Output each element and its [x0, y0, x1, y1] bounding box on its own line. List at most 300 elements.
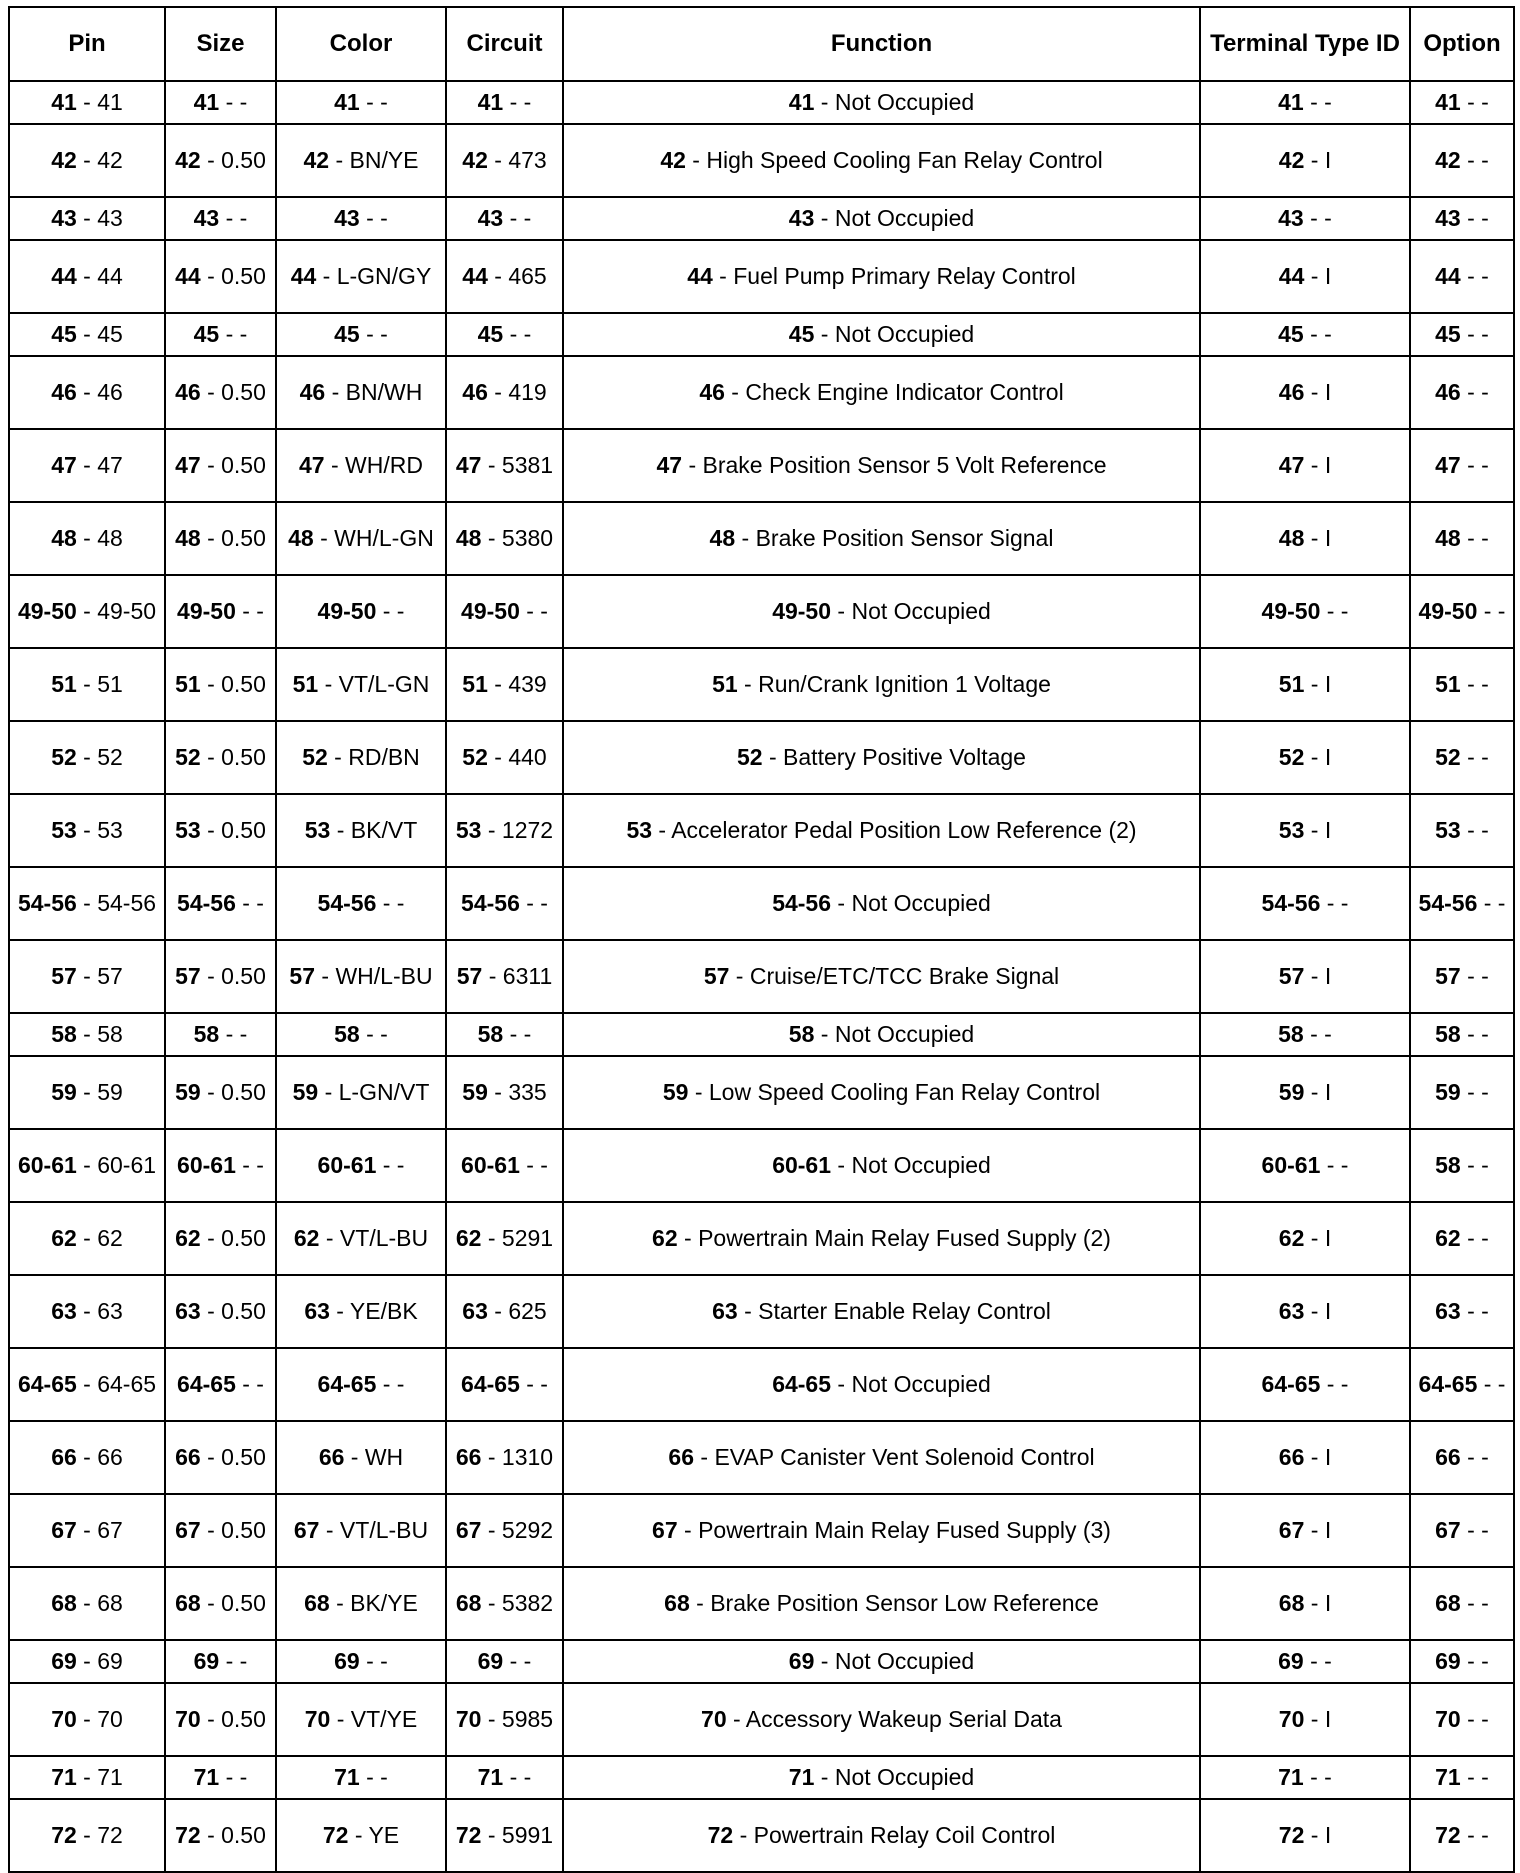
cell-function — [563, 1421, 1200, 1494]
cell-function-number: 67 — [652, 1517, 678, 1543]
cell-circuit — [446, 429, 563, 502]
cell-function-number: 48 — [709, 525, 736, 551]
cell-color-value: - - — [359, 1764, 388, 1790]
cell-color-number: 69 — [334, 1648, 360, 1674]
cell-pin — [9, 502, 165, 575]
cell-option-number: 44 — [1435, 263, 1461, 289]
cell-size-number: 66 — [175, 1444, 201, 1470]
table-row — [9, 81, 1514, 124]
cell-terminal-value: - I — [1304, 671, 1332, 697]
cell-terminal-number: 41 — [1278, 89, 1304, 115]
cell-terminal — [1200, 429, 1410, 502]
table-row — [9, 197, 1514, 240]
cell-color-number: 41 — [334, 89, 360, 115]
cell-size-value: - 0.50 — [200, 1590, 266, 1616]
cell-size — [165, 1799, 276, 1872]
cell-function — [563, 81, 1200, 124]
cell-size-number: 51 — [175, 671, 201, 697]
cell-circuit — [446, 648, 563, 721]
cell-size-value: - - — [235, 890, 264, 916]
cell-function — [563, 1348, 1200, 1421]
cell-color — [276, 1799, 446, 1872]
cell-option — [1410, 502, 1514, 575]
cell-function — [563, 502, 1200, 575]
cell-option-number: 58 — [1435, 1152, 1461, 1178]
cell-pin-number: 54-56 — [17, 890, 77, 916]
cell-terminal-number: 64-65 — [1261, 1371, 1321, 1397]
cell-color-number: 43 — [334, 205, 360, 231]
cell-option-number: 71 — [1435, 1764, 1461, 1790]
cell-terminal — [1200, 1421, 1410, 1494]
cell-terminal — [1200, 240, 1410, 313]
cell-pin-value: - 54-56 — [76, 890, 157, 916]
cell-function-number: 71 — [788, 1764, 815, 1790]
cell-size-value: - 0.50 — [200, 452, 266, 478]
cell-pin-number: 45 — [51, 321, 77, 347]
cell-terminal-number: 54-56 — [1261, 890, 1321, 916]
cell-circuit-number: 59 — [462, 1079, 488, 1105]
table-row — [9, 867, 1514, 940]
cell-pin-value: - 72 — [76, 1822, 123, 1848]
cell-terminal — [1200, 1799, 1410, 1872]
cell-terminal-number: 68 — [1278, 1590, 1305, 1616]
cell-function-number: 62 — [652, 1225, 678, 1251]
cell-function-number: 42 — [660, 147, 686, 173]
cell-circuit-number: 70 — [455, 1706, 482, 1732]
cell-pin-value: - 71 — [76, 1764, 123, 1790]
cell-color — [276, 197, 446, 240]
cell-size-number: 46 — [175, 379, 201, 405]
cell-size — [165, 1202, 276, 1275]
cell-size-number: 64-65 — [177, 1371, 236, 1397]
cell-color — [276, 721, 446, 794]
cell-circuit-number: 45 — [477, 321, 504, 347]
cell-function-value: - Not Occupied — [831, 1371, 991, 1397]
cell-color — [276, 429, 446, 502]
cell-option — [1410, 721, 1514, 794]
cell-option — [1410, 940, 1514, 1013]
cell-option — [1410, 1275, 1514, 1348]
cell-circuit — [446, 575, 563, 648]
cell-circuit-value: - 5292 — [481, 1517, 554, 1543]
cell-size — [165, 1683, 276, 1756]
cell-pin-number: 48 — [51, 525, 77, 551]
cell-color-value: - WH/RD — [324, 452, 423, 478]
cell-option — [1410, 1202, 1514, 1275]
cell-option-number: 62 — [1435, 1225, 1461, 1251]
cell-function-number: 59 — [662, 1079, 689, 1105]
cell-terminal — [1200, 1348, 1410, 1421]
cell-function-number: 52 — [737, 744, 763, 770]
cell-pin-value: - 67 — [76, 1517, 123, 1543]
cell-color-value: - - — [359, 1021, 388, 1047]
cell-function-value: - Low Speed Cooling Fan Relay Control — [688, 1079, 1101, 1105]
column-header-option: Option — [1410, 7, 1514, 81]
cell-option-number: 64-65 — [1418, 1371, 1478, 1397]
cell-option-value: - - — [1460, 817, 1489, 843]
cell-option-value: - - — [1460, 89, 1489, 115]
table-row — [9, 1202, 1514, 1275]
cell-terminal — [1200, 1567, 1410, 1640]
cell-pin-number: 53 — [51, 817, 77, 843]
cell-size-number: 59 — [175, 1079, 201, 1105]
cell-color-value: - WH/L-GN — [313, 525, 434, 551]
cell-function — [563, 1494, 1200, 1567]
cell-circuit-value: - 473 — [487, 147, 547, 173]
cell-option-number: 43 — [1435, 205, 1461, 231]
cell-circuit-number: 53 — [455, 817, 482, 843]
cell-option-value: - - — [1460, 452, 1489, 478]
cell-terminal-number: 51 — [1278, 671, 1305, 697]
cell-color — [276, 502, 446, 575]
table-row — [9, 1683, 1514, 1756]
cell-option-value: - - — [1460, 1706, 1489, 1732]
cell-pin-value: - 43 — [76, 205, 123, 231]
cell-size-value: - - — [235, 1152, 264, 1178]
cell-size-number: 45 — [193, 321, 220, 347]
cell-circuit-number: 54-56 — [461, 890, 520, 916]
cell-size-number: 49-50 — [177, 598, 236, 624]
cell-function-value: - Cruise/ETC/TCC Brake Signal — [729, 963, 1060, 989]
cell-function-value: - Not Occupied — [831, 598, 991, 624]
cell-circuit — [446, 1421, 563, 1494]
cell-color-value: - YE — [348, 1822, 400, 1848]
column-header-terminal-type-id: Terminal Type ID — [1200, 7, 1410, 81]
cell-circuit — [446, 197, 563, 240]
cell-function — [563, 575, 1200, 648]
cell-pin-value: - 45 — [76, 321, 123, 347]
cell-terminal-value: - I — [1304, 1225, 1332, 1251]
cell-size-value: - 0.50 — [200, 671, 266, 697]
cell-size-number: 44 — [175, 263, 201, 289]
table-row — [9, 240, 1514, 313]
cell-size — [165, 502, 276, 575]
cell-option-number: 66 — [1435, 1444, 1461, 1470]
cell-circuit — [446, 1275, 563, 1348]
cell-terminal — [1200, 1129, 1410, 1202]
cell-size-number: 47 — [175, 452, 201, 478]
cell-function — [563, 794, 1200, 867]
cell-size-value: - - — [235, 1371, 264, 1397]
cell-size-value: - 0.50 — [200, 263, 266, 289]
cell-terminal-value: - - — [1320, 1371, 1349, 1397]
cell-function-value: - Starter Enable Relay Control — [737, 1298, 1051, 1324]
cell-function-number: 45 — [788, 321, 815, 347]
cell-option — [1410, 575, 1514, 648]
cell-pin-number: 68 — [51, 1590, 77, 1616]
cell-color-number: 59 — [292, 1079, 319, 1105]
cell-circuit-number: 62 — [455, 1225, 482, 1251]
cell-option-number: 41 — [1435, 89, 1461, 115]
cell-pin-value: - 60-61 — [76, 1152, 157, 1178]
cell-circuit — [446, 721, 563, 794]
cell-terminal-value: - I — [1304, 1706, 1332, 1732]
cell-terminal — [1200, 1494, 1410, 1567]
cell-function-value: - Battery Positive Voltage — [762, 744, 1026, 770]
cell-terminal-value: - I — [1304, 263, 1332, 289]
cell-circuit-value: - 1310 — [481, 1444, 554, 1470]
cell-size-value: - - — [219, 1648, 248, 1674]
cell-function — [563, 356, 1200, 429]
cell-color — [276, 1567, 446, 1640]
cell-pin — [9, 124, 165, 197]
cell-option — [1410, 356, 1514, 429]
cell-option — [1410, 648, 1514, 721]
cell-color-number: 57 — [289, 963, 316, 989]
cell-terminal-number: 71 — [1278, 1764, 1304, 1790]
cell-pin-value: - 70 — [76, 1706, 123, 1732]
cell-option-number: 69 — [1435, 1648, 1461, 1674]
cell-option — [1410, 867, 1514, 940]
cell-circuit-number: 48 — [455, 525, 482, 551]
cell-terminal — [1200, 313, 1410, 356]
cell-color-number: 52 — [302, 744, 328, 770]
cell-terminal-value: - - — [1320, 1152, 1349, 1178]
cell-circuit-number: 49-50 — [461, 598, 520, 624]
cell-circuit-value: - 465 — [487, 263, 547, 289]
cell-pin-number: 51 — [51, 671, 77, 697]
cell-pin — [9, 940, 165, 1013]
cell-function-number: 60-61 — [772, 1152, 832, 1178]
cell-function — [563, 429, 1200, 502]
cell-terminal — [1200, 1275, 1410, 1348]
cell-color-value: - - — [359, 321, 388, 347]
cell-pin — [9, 1202, 165, 1275]
cell-color-value: - RD/BN — [327, 744, 420, 770]
cell-circuit — [446, 240, 563, 313]
cell-color — [276, 575, 446, 648]
cell-size — [165, 197, 276, 240]
cell-pin-value: - 66 — [76, 1444, 123, 1470]
cell-circuit-number: 41 — [477, 89, 504, 115]
table-row — [9, 1056, 1514, 1129]
cell-terminal-value: - - — [1303, 1764, 1332, 1790]
cell-terminal-value: - I — [1304, 963, 1332, 989]
cell-option — [1410, 794, 1514, 867]
cell-terminal-number: 58 — [1278, 1021, 1304, 1047]
cell-color-value: - - — [376, 598, 405, 624]
cell-function-number: 46 — [699, 379, 725, 405]
cell-circuit — [446, 1202, 563, 1275]
cell-color-number: 44 — [290, 263, 317, 289]
cell-size-number: 58 — [193, 1021, 220, 1047]
cell-size-value: - 0.50 — [200, 1706, 266, 1732]
cell-function-value: - Check Engine Indicator Control — [724, 379, 1064, 405]
cell-terminal-number: 66 — [1278, 1444, 1305, 1470]
table-row — [9, 124, 1514, 197]
cell-pin-number: 60-61 — [17, 1152, 77, 1178]
cell-option — [1410, 1129, 1514, 1202]
cell-function-number: 58 — [788, 1021, 815, 1047]
cell-function-value: - Brake Position Sensor Low Reference — [689, 1590, 1099, 1616]
cell-color-number: 46 — [299, 379, 326, 405]
cell-circuit — [446, 1683, 563, 1756]
cell-option — [1410, 1056, 1514, 1129]
cell-size-value: - 0.50 — [200, 1444, 266, 1470]
header-row — [9, 7, 1514, 81]
cell-size — [165, 721, 276, 794]
cell-pin-value: - 68 — [76, 1590, 123, 1616]
cell-size — [165, 1013, 276, 1056]
cell-option — [1410, 313, 1514, 356]
cell-size-number: 60-61 — [177, 1152, 236, 1178]
cell-function — [563, 1567, 1200, 1640]
cell-color — [276, 1013, 446, 1056]
cell-pin-value: - 53 — [76, 817, 123, 843]
cell-terminal-number: 45 — [1278, 321, 1304, 347]
table-row — [9, 575, 1514, 648]
cell-size-value: - - — [219, 1764, 248, 1790]
cell-option — [1410, 429, 1514, 502]
cell-size-value: - - — [219, 89, 248, 115]
cell-circuit-number: 44 — [462, 263, 488, 289]
cell-color-number: 71 — [334, 1764, 360, 1790]
cell-circuit-value: - - — [503, 321, 532, 347]
cell-pin-number: 66 — [51, 1444, 77, 1470]
cell-circuit-value: - - — [503, 205, 532, 231]
cell-terminal-number: 67 — [1278, 1517, 1305, 1543]
cell-size-value: - 0.50 — [200, 147, 266, 173]
cell-option-value: - - — [1477, 598, 1506, 624]
cell-terminal — [1200, 794, 1410, 867]
cell-function-number: 66 — [668, 1444, 694, 1470]
cell-circuit-number: 47 — [455, 452, 482, 478]
cell-color-number: 45 — [334, 321, 360, 347]
cell-color-number: 66 — [318, 1444, 345, 1470]
cell-terminal — [1200, 648, 1410, 721]
cell-terminal — [1200, 1202, 1410, 1275]
cell-size-number: 41 — [193, 89, 220, 115]
cell-terminal-value: - I — [1304, 817, 1332, 843]
cell-size — [165, 313, 276, 356]
cell-terminal-value: - I — [1304, 1079, 1332, 1105]
cell-pin — [9, 1799, 165, 1872]
cell-terminal-value: - I — [1304, 744, 1332, 770]
cell-size — [165, 1275, 276, 1348]
cell-option-number: 45 — [1435, 321, 1461, 347]
cell-size — [165, 1494, 276, 1567]
cell-size-value: - 0.50 — [200, 744, 266, 770]
cell-pin-number: 72 — [51, 1822, 77, 1848]
cell-size-value: - 0.50 — [200, 1079, 266, 1105]
cell-color — [276, 1129, 446, 1202]
cell-terminal-value: - I — [1304, 1517, 1332, 1543]
cell-color-number: 58 — [334, 1021, 360, 1047]
cell-circuit — [446, 867, 563, 940]
cell-color-value: - WH/L-BU — [315, 963, 433, 989]
cell-pin-value: - 57 — [76, 963, 123, 989]
cell-terminal-value: - - — [1303, 205, 1332, 231]
cell-pin — [9, 1056, 165, 1129]
cell-function — [563, 1683, 1200, 1756]
table-row — [9, 1567, 1514, 1640]
cell-terminal — [1200, 356, 1410, 429]
cell-circuit — [446, 313, 563, 356]
cell-option-value: - - — [1460, 1590, 1489, 1616]
cell-terminal — [1200, 940, 1410, 1013]
cell-color-number: 51 — [292, 671, 319, 697]
cell-option-value: - - — [1460, 1822, 1489, 1848]
cell-pin-number: 52 — [51, 744, 77, 770]
column-header-function: Function — [563, 7, 1200, 81]
column-header-pin: Pin — [9, 7, 165, 81]
cell-option-number: 68 — [1435, 1590, 1461, 1616]
cell-circuit-value: - 5380 — [481, 525, 554, 551]
cell-pin-value: - 44 — [76, 263, 123, 289]
cell-function — [563, 240, 1200, 313]
cell-terminal-value: - I — [1304, 1298, 1332, 1324]
cell-size-number: 52 — [175, 744, 201, 770]
cell-circuit-number: 68 — [455, 1590, 482, 1616]
cell-color — [276, 81, 446, 124]
cell-function — [563, 313, 1200, 356]
cell-pin — [9, 1129, 165, 1202]
table-row — [9, 1756, 1514, 1799]
cell-circuit — [446, 502, 563, 575]
cell-terminal-number: 60-61 — [1261, 1152, 1321, 1178]
cell-function — [563, 1275, 1200, 1348]
table-row — [9, 429, 1514, 502]
cell-size — [165, 356, 276, 429]
cell-function — [563, 648, 1200, 721]
cell-option-value: - - — [1460, 744, 1489, 770]
cell-size-number: 70 — [175, 1706, 201, 1732]
cell-size-value: - - — [219, 205, 248, 231]
cell-circuit-number: 57 — [456, 963, 483, 989]
cell-function-value: - Not Occupied — [814, 1764, 975, 1790]
cell-size — [165, 1640, 276, 1683]
cell-pin-value: - 59 — [76, 1079, 123, 1105]
cell-color-value: - YE/BK — [329, 1298, 418, 1324]
cell-circuit-value: - - — [519, 1371, 548, 1397]
cell-color — [276, 1348, 446, 1421]
cell-terminal-value: - - — [1320, 890, 1349, 916]
cell-size-value: - 0.50 — [200, 817, 266, 843]
cell-size-number: 42 — [175, 147, 201, 173]
cell-circuit-number: 42 — [462, 147, 488, 173]
cell-terminal-number: 48 — [1278, 525, 1305, 551]
column-header-size: Size — [165, 7, 276, 81]
cell-color-value: - - — [359, 1648, 388, 1674]
cell-pin — [9, 721, 165, 794]
cell-circuit-number: 51 — [462, 671, 488, 697]
cell-function-value: - Accessory Wakeup Serial Data — [726, 1706, 1062, 1732]
cell-function-number: 69 — [788, 1648, 815, 1674]
cell-function-value: - Not Occupied — [814, 1021, 975, 1047]
cell-size — [165, 1348, 276, 1421]
cell-pin — [9, 1567, 165, 1640]
cell-function-value: - Not Occupied — [814, 89, 975, 115]
cell-option-number: 51 — [1435, 671, 1461, 697]
cell-option — [1410, 1640, 1514, 1683]
cell-terminal-value: - I — [1304, 452, 1332, 478]
cell-function-number: 72 — [707, 1822, 734, 1848]
table-row — [9, 721, 1514, 794]
cell-function-value: - Not Occupied — [831, 890, 991, 916]
cell-function-number: 54-56 — [772, 890, 832, 916]
cell-size-number: 68 — [175, 1590, 201, 1616]
cell-circuit-value: - 6311 — [482, 963, 553, 989]
cell-option-value: - - — [1460, 379, 1489, 405]
cell-circuit — [446, 1348, 563, 1421]
cell-size-number: 54-56 — [177, 890, 236, 916]
column-header-color: Color — [276, 7, 446, 81]
cell-color-value: - VT/YE — [330, 1706, 418, 1732]
cell-size — [165, 575, 276, 648]
cell-size-number: 67 — [175, 1517, 201, 1543]
cell-option-value: - - — [1460, 1079, 1489, 1105]
cell-circuit-number: 43 — [477, 205, 504, 231]
